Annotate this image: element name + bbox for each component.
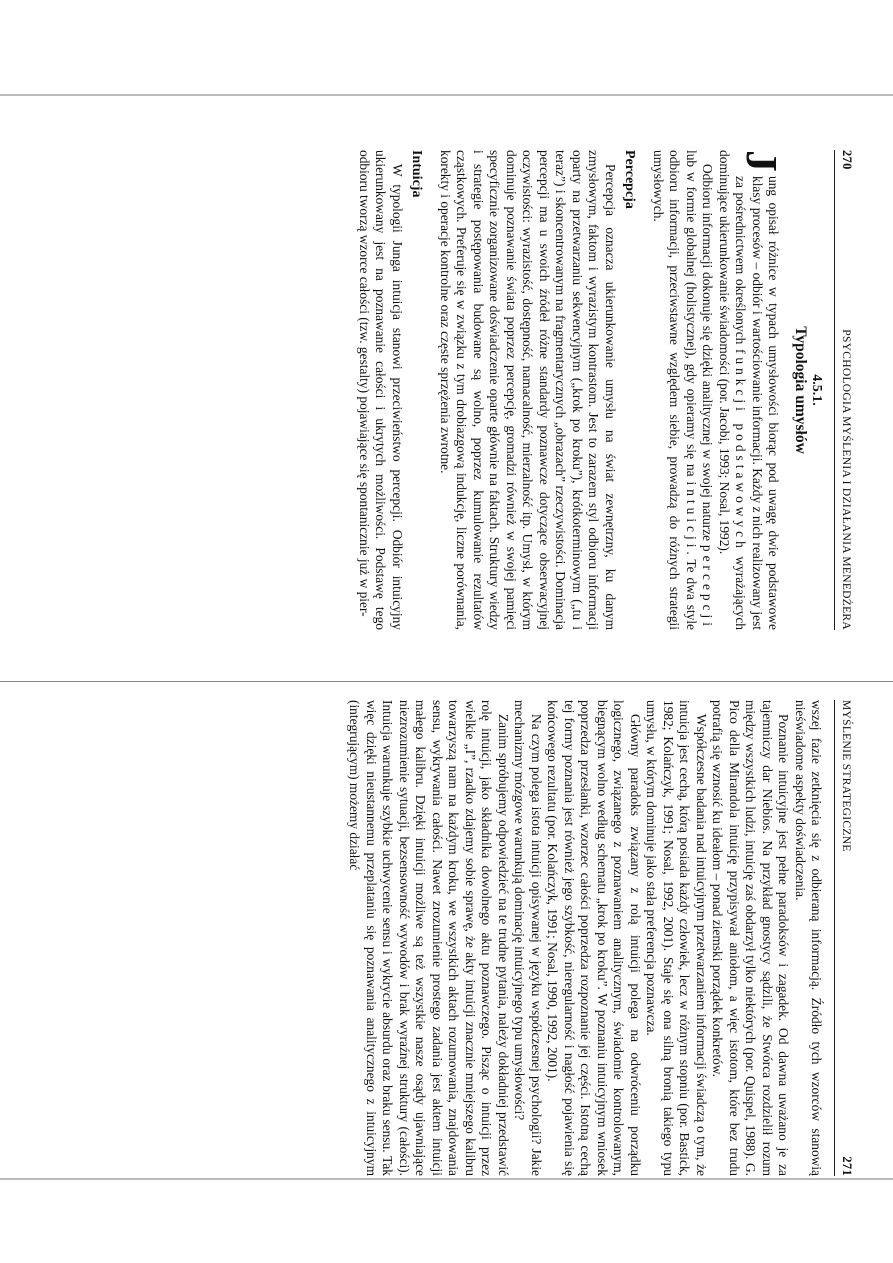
drop-cap: J bbox=[737, 150, 787, 172]
body-paragraph-2: Poznanie intuicyjne jest pełne paradoksów i zagadek. Od dawna uważano je za tajemniczy dar Niebios. Na przykład gnostycy sądzili, że Stwórca rozdzielił rozum między wszystkich ludzi, intuicję zaś obdarzył tylko niektórych (por. Quispel, 1988). G. Pico della Mirandola intuicję przypisywał aniołom, a więc istotom, które bez trudu potrafią się wznosić ku ideałom – ponad ziemski porządek konkretów. bbox=[710, 700, 792, 1176]
body-paragraph-3: Współczesne badania nad intuicyjnym przetwarzaniem informacji świadczą o tym, że intuicja jest cechą, którą posiada każdy człowiek, lecz w różnym stopniu (por. Bastick, 1982; Kolańczyk, 1991; Nosal, 1992, 2001). Staje się ona silną bronią takiego typu umysłu, w którym dominuje jako stała preferencja poznawcza. bbox=[644, 700, 709, 1176]
page-gutter-line bbox=[0, 681, 893, 682]
intro-paragraph-1: J ung opisał różnice w typach umysłowości biorąc pod uwagę dwie podstawowe klasy procesów – odbiór i wartościowanie informacji. Każdy z nich realizowany jest za pośrednictwem określonych funkcji podstawowych wyrażających dominujące ukierunkowanie świadomości (por. Jacobi, 1993; Nosal, 1992). bbox=[717, 150, 787, 630]
page-number: 271 bbox=[840, 1156, 854, 1176]
percepcja-paragraph: Percepcja oznacza ukierunkowanie umysłu na świat zewnętrzny, ku danym zmysłowym, faktom i wyrazistym kontrastom. Jest to zarazem styl odbioru informacji oparty na przetwarzaniu sekwencyjnym („krok po kroku”), krótkoterminowym („tu i teraz”) i skoncentrowanym na fragmentarycznych „obrazach” rzeczywistości. Dominacja percepcji ma u swoich źródeł różne standardy poznawcze dotyczące obserwacyjnej oczywistości: wyrazistość, dostępność, namacalność, mierzalność itp. Umysł, w którym dominuje poznawanie świata poprzez percepcję, gromadzi również w swojej pamięci specyficznie zorganizowane doświadczenie oparte głównie na faktach. Struktury wiedzy i strategie postępowania budowane są wolno, poprzez kumulowanie rezultatów cząstkowych. Preferuje się w związku z tym drobiazgową indukcję, liczne porównania, korekty i operacje kontrolne oraz częste sprzężenia zwrotne. bbox=[438, 150, 618, 630]
section-number: 4.5.1. bbox=[809, 374, 825, 406]
scan-edge-bottom bbox=[0, 1178, 893, 1180]
running-head-title: MYŚLENIE STRATEGICZNE bbox=[840, 700, 852, 852]
scan-edge-top bbox=[0, 94, 893, 96]
page-270 bbox=[105, 150, 855, 630]
page-number: 270 bbox=[840, 150, 854, 170]
body-paragraph-1: wszej fazie zetknięcia się z odbieraną informacją. Źródło tych wzorców stanowią nieświadome aspekty doświadczenia. bbox=[793, 700, 825, 1176]
running-header bbox=[835, 700, 856, 1176]
body-paragraph-6: Zanim spróbujemy odpowiedzieć na te trudne pytania, należy dokładniej przedstawić rolę intuicji, jako składnika dowolnego aktu poznawczego. Pisząc o intuicji przez wielkie „I”, rzadko zdajemy sobie sprawę, że akty intuicji znacznie mniejszego kalibru towarzyszą nam na każdym kroku, we wszystkich aktach rozumowania, znajdowania sensu, wykrywania całości. Nawet zrozumienie prostego zadania jest aktem intuicji małego kalibru. Dzięki intuicji możliwe są też wszystkie nasze osądy ujawniające niezrozumienie sytuacji, bezsensowność wywodów i brak wyraźnej struktury (całości). Intuicja warunkuje szybkie uchwycenie sensu i wykrycie absurdu oraz braku sensu. Tak więc dzięki nieustannemu przeplataniu się poznawania analitycznego z intuicyjnym (integrującym) możemy działać bbox=[347, 700, 511, 1176]
running-head-title: PSYCHOLOGIA MYŚLENIA I DZIAŁANIA MENEDŻERA bbox=[840, 329, 852, 630]
intro-paragraph-2: Odbioru informacji dokonuje się dzięki analitycznej w swojej naturze percepcji lub w formie globalnej (holistycznej), gdy opieramy się na intuicji. Te dwa style odbioru informacji, przeciwstawne względem siebie, prowadzą do różnych strategii umysłowych. bbox=[651, 150, 716, 630]
running-header bbox=[835, 150, 856, 630]
body-paragraph-5: Na czym polega istota intuicji opisywanej w języku współczesnej psychologii? Jakie mechanizmy mózgowe warunkują dominację intuicyjnego typu umysłowości? bbox=[512, 700, 544, 1176]
subheading-intuicja: Intuicja bbox=[409, 150, 425, 198]
body-paragraph-4: Główny paradoks związany z rolą intuicji polega na odwróceniu porządku logicznego, związanego z poznawaniem analitycznym, świadomie kontrolowanym, biegnącym wolno według schematu „krok po kroku”. W poznaniu intuicyjnym wniosek poprzedza przesłanki, wzorzec całości poprzedza rozpoznanie jej części. Istotną cechą tej formy poznania jest również jego szybkość, nieregularność i nagłość pojawienia się końcowego rezultatu (por. Kolańczyk, 1991; Nosal, 1990, 1992, 2001). bbox=[545, 700, 643, 1176]
intuicja-paragraph: W typologii Junga intuicja stanowi przeciwieństwo percepcji. Odbiór intuicyjny ukierunkowany jest na poznawanie całości i ukrytych możliwości. Podstawę tego odbioru tworzą wzorce całości (tzw. gestalty) pojawiające się spontanicznie już w pier- bbox=[357, 150, 405, 630]
section-title: Typologia umysłów bbox=[792, 326, 809, 454]
subheading-percepcja: Percepcja bbox=[622, 150, 638, 209]
page-271 bbox=[105, 700, 855, 1176]
